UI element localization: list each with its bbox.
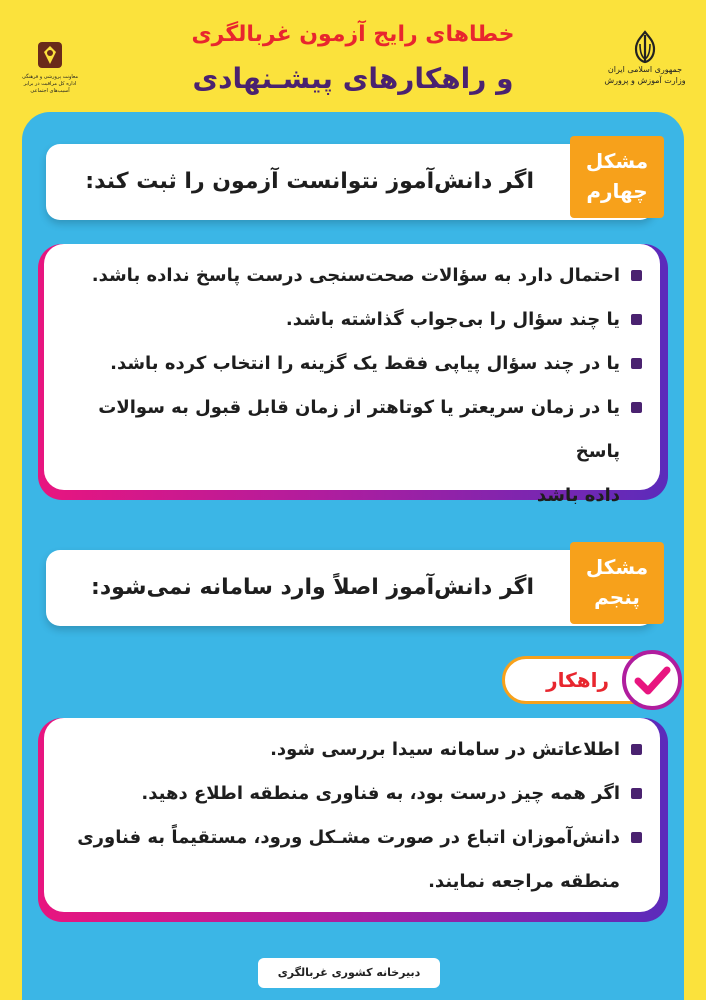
problem-4-text: اگر دانش‌آموز نتوانست آزمون را ثبت کند:: [85, 169, 534, 194]
iran-emblem-icon: [630, 30, 660, 64]
ministry-logo-icon: [36, 40, 64, 70]
list-item: یا در زمان سریعتر یا کوتاهتر از زمان قابل قبول به سوالات پاسخ: [62, 386, 642, 474]
page-title-line-1: خطاهای رایج آزمون غربالگری: [191, 22, 515, 47]
problem-5-tag: [570, 542, 664, 624]
list-item: یا در چند سؤال پیاپی فقط یک گزینه را انتخاب کرده باشد.: [62, 342, 642, 386]
problem-5-tag-line-1: مشکل: [585, 555, 649, 579]
list-item-continuation: داده باشد: [536, 485, 620, 506]
list-item: اگر همه چیز درست بود، به فناوری منطقه اطلاع دهید.: [62, 772, 642, 816]
list-item: احتمال دارد به سؤالات صحت‌سنجی درست پاسخ نداده باشد.: [62, 254, 642, 298]
solution-label: راهکار: [546, 668, 609, 692]
emblem-caption-1: جمهوری اسلامی ایران: [607, 65, 683, 74]
logo-caption-1: معاونت پرورشی و فرهنگی: [21, 74, 79, 80]
problem-5-text: اگر دانش‌آموز اصلاً وارد سامانه نمی‌شود:: [91, 575, 534, 600]
footer-label: دبیرخانه کشوری غربالگری: [258, 958, 440, 988]
problem-4-tag: [570, 136, 664, 218]
square-bullet-icon: [631, 358, 642, 369]
list-item-continuation: منطقه مراجعه نمایند.: [428, 871, 620, 892]
list-item: اطلاعاتش در سامانه سیدا بررسی شود.: [62, 728, 642, 772]
problem-4-bar: [46, 144, 654, 220]
square-bullet-icon: [631, 744, 642, 755]
solution-list-box: [38, 718, 668, 922]
square-bullet-icon: [631, 314, 642, 325]
square-bullet-icon: [631, 270, 642, 281]
square-bullet-icon: [631, 832, 642, 843]
list-item: یا چند سؤال را بی‌جواب گذاشته باشد.: [62, 298, 642, 342]
page-title-line-2: و راهکارهای پیشـنهادی: [192, 62, 514, 95]
square-bullet-icon: [631, 788, 642, 799]
problem-4-list-box: [38, 244, 668, 506]
check-badge-icon: [620, 648, 684, 712]
logo-caption-2: اداره کل مراقبت در برابر آسیب‌های اجتماعی: [23, 81, 77, 94]
problem-4-tag-line-2: چهارم: [586, 179, 648, 203]
problem-4-tag-line-1: مشکل: [585, 149, 649, 173]
square-bullet-icon: [631, 402, 642, 413]
iran-emblem: [600, 30, 690, 100]
list-item: دانش‌آموزان اتباع در صورت مشـکل ورود، مستقیماً به فناوری: [62, 816, 642, 860]
problem-5-bar: [46, 550, 654, 626]
problem-5-tag-line-2: پنجم: [594, 585, 640, 609]
emblem-caption-2: وزارت آموزش و پرورش: [604, 76, 686, 85]
ministry-logo: [20, 40, 80, 104]
